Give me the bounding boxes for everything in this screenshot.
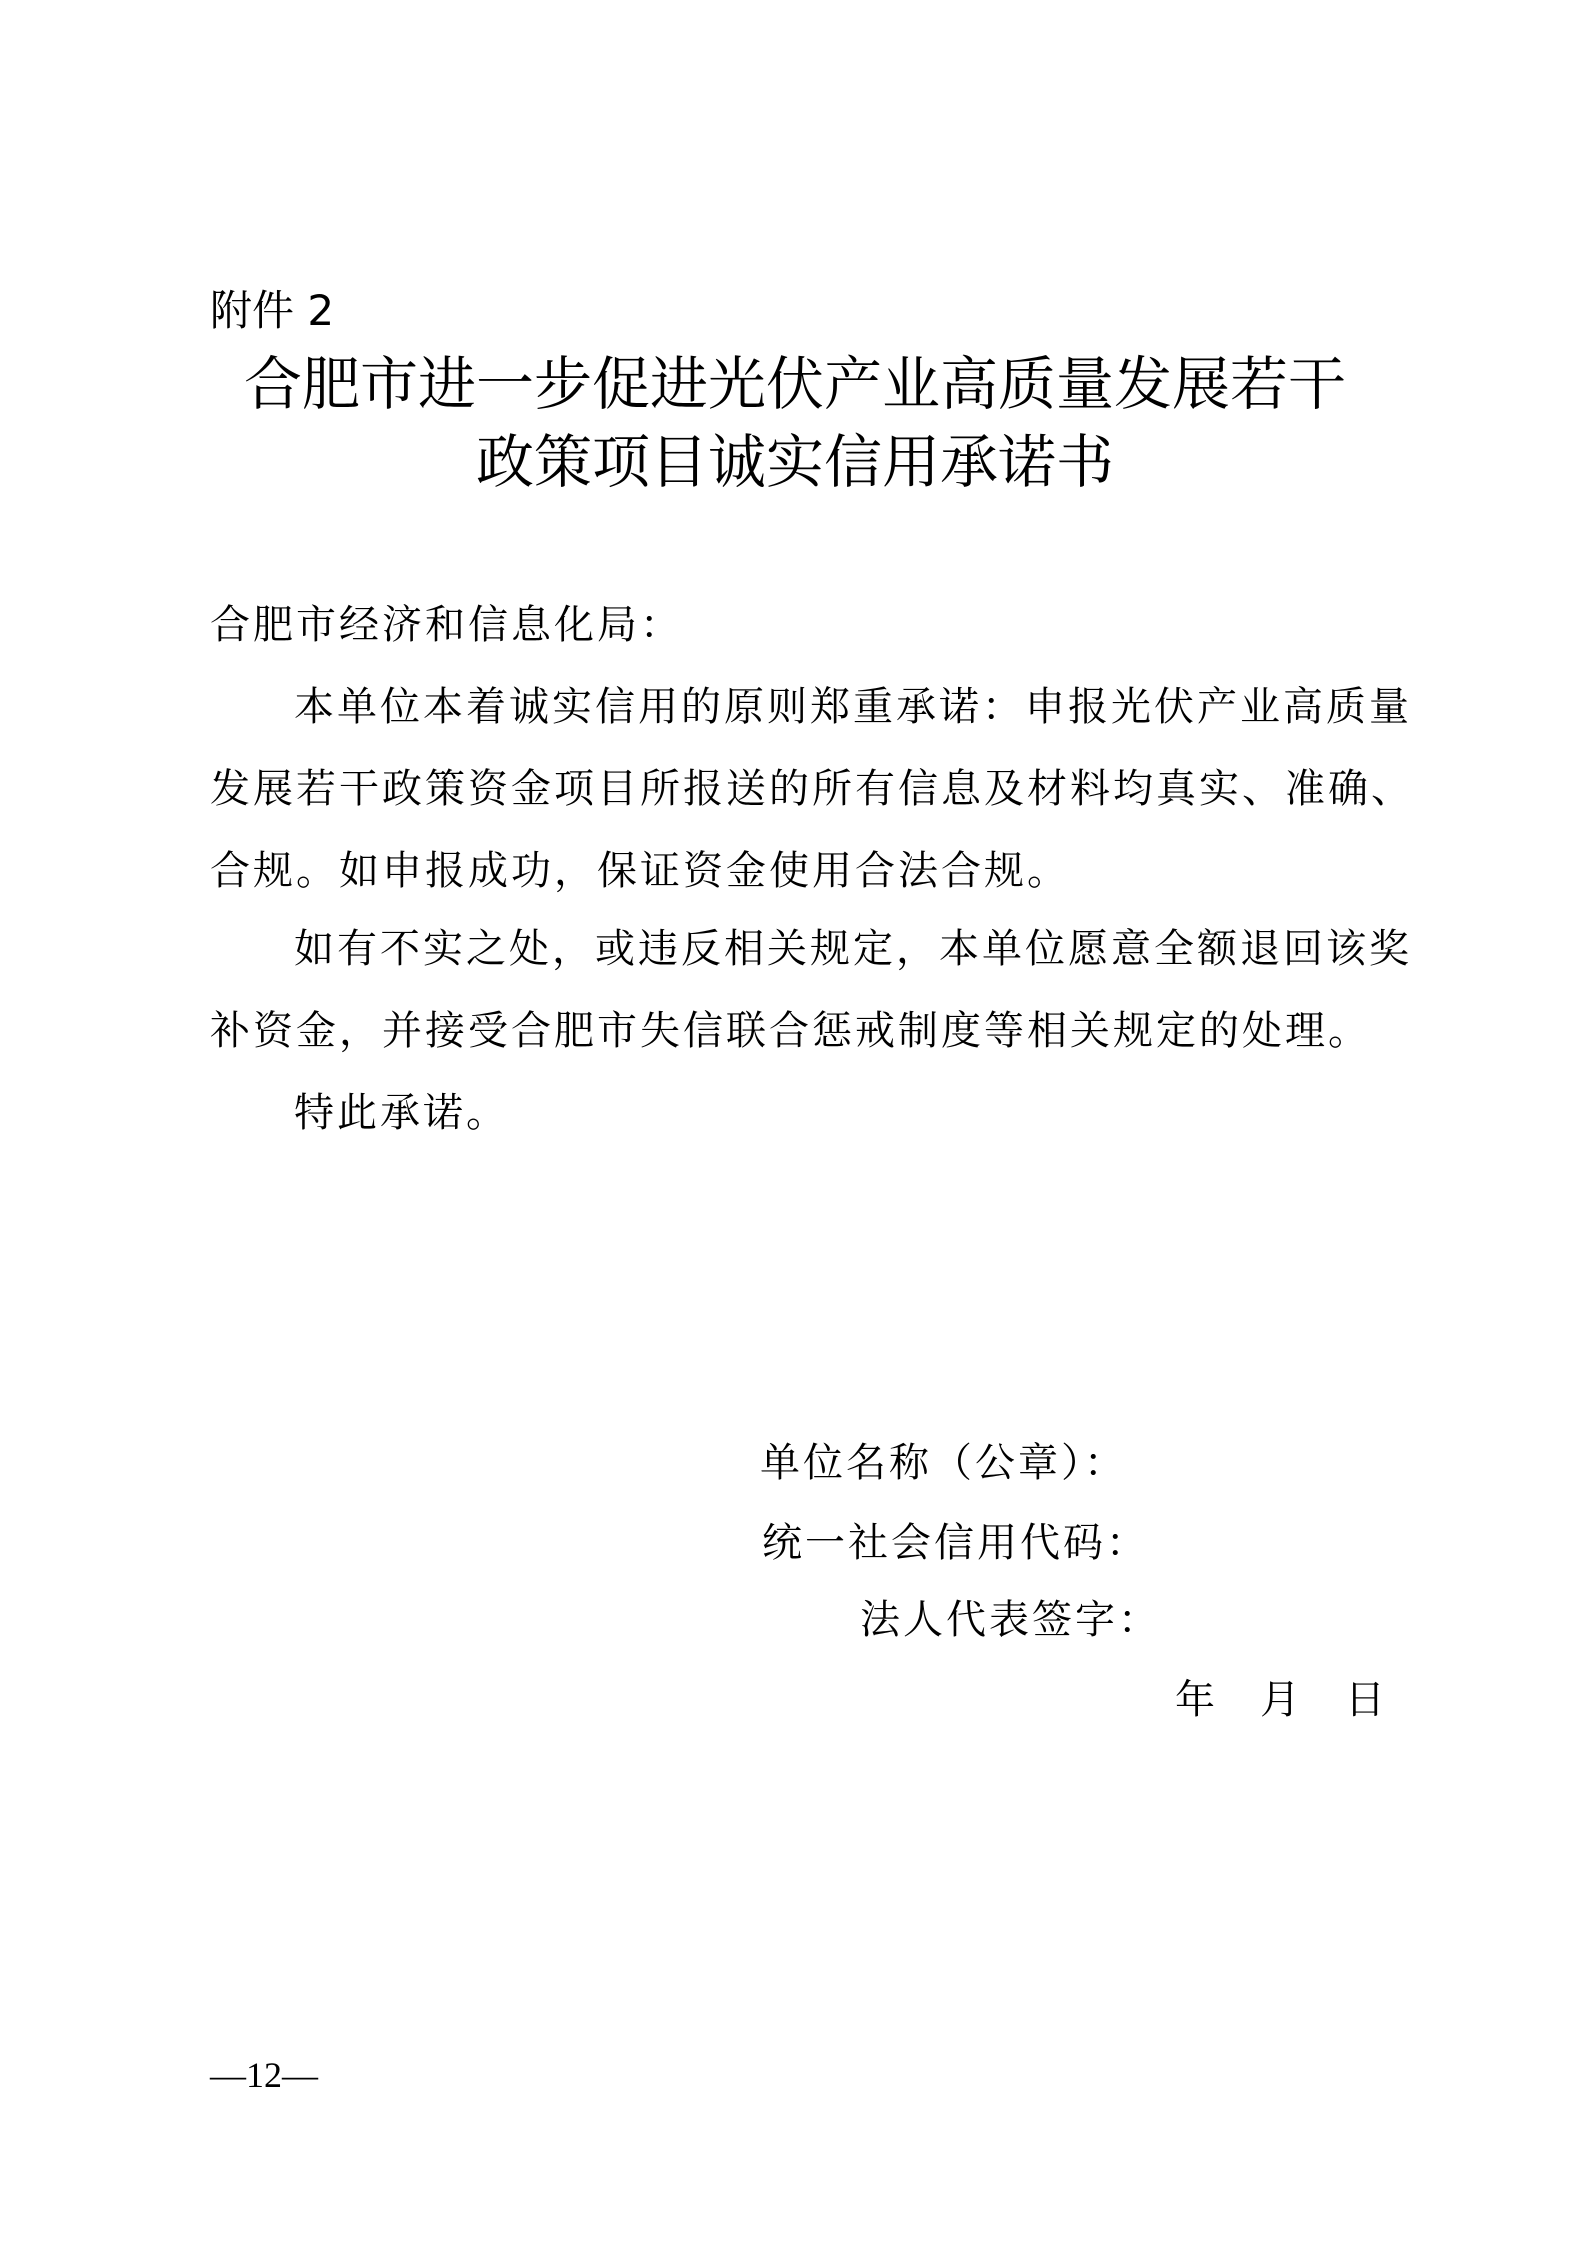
paragraph-consequence [210, 908, 1410, 1072]
title-line-1: 合肥市进一步促进光伏产业高质量发展若干 [243, 350, 1346, 418]
paragraph-line: 特此承诺。 [294, 1090, 509, 1136]
date-month: 月 [1260, 1677, 1303, 1723]
paragraph-commitment [210, 666, 1414, 912]
signature-credit-code: 统一社会信用代码： [762, 1520, 1149, 1566]
signature-date [1175, 1672, 1388, 1728]
paragraph-line: 发展若干政策资金项目所报送的所有信息及材料均真实、准确、 [210, 766, 1414, 812]
date-day: 日 [1345, 1677, 1388, 1723]
addressee: 合肥市经济和信息化局： [210, 602, 683, 648]
document-title [160, 345, 1430, 501]
page-number: —12— [210, 2055, 318, 2095]
attachment-label: 附件 2 [210, 286, 335, 335]
paragraph-line: 补资金，并接受合肥市失信联合惩戒制度等相关规定的处理。 [210, 1008, 1371, 1054]
paragraph-line: 本单位本着诚实信用的原则郑重承诺：申报光伏产业高质量 [294, 684, 1412, 730]
paragraph-line: 合规。如申报成功，保证资金使用合法合规。 [210, 848, 1070, 894]
title-line-2: 政策项目诚实信用承诺书 [475, 428, 1114, 496]
signature-unit-name: 单位名称（公章）： [760, 1440, 1127, 1486]
signature-legal-rep: 法人代表签字： [860, 1597, 1161, 1643]
paragraph-line: 如有不实之处，或违反相关规定，本单位愿意全额退回该奖 [294, 926, 1412, 972]
paragraph-closing [210, 1072, 1410, 1154]
date-year: 年 [1175, 1677, 1218, 1723]
